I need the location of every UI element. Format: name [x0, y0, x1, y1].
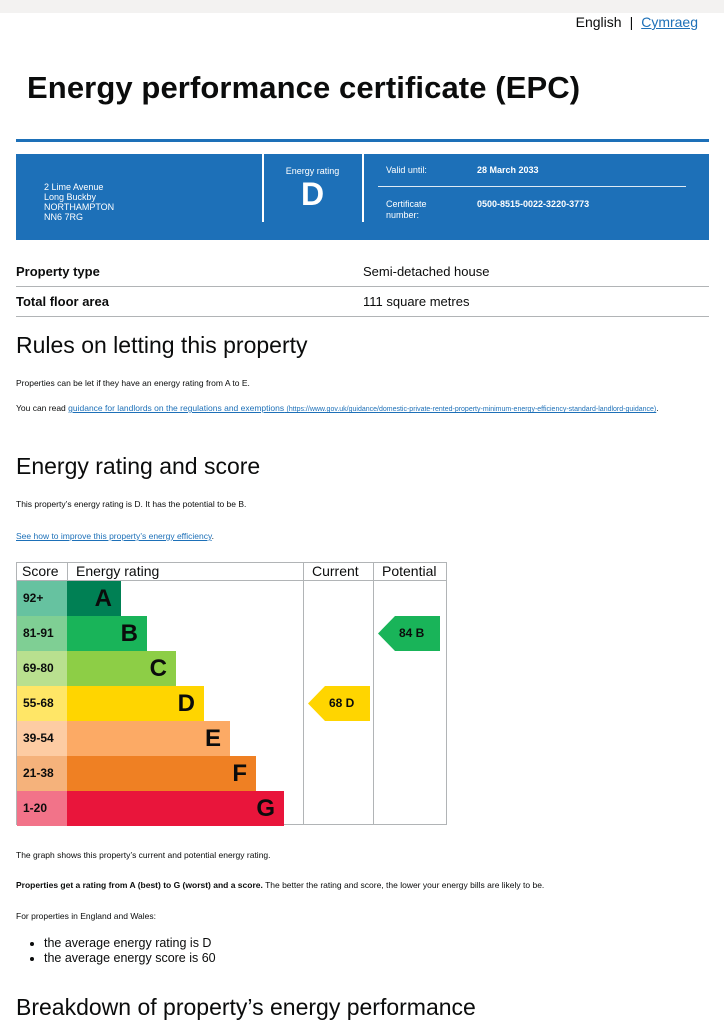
- band-score-e: 39-54: [17, 721, 67, 756]
- band-bar-e: [67, 721, 230, 756]
- language-switcher: [576, 14, 698, 30]
- lang-cymraeg-link[interactable]: Cymraeg: [641, 14, 698, 30]
- current-rating-arrow-label: 68 D: [329, 696, 355, 710]
- band-bar-b: [67, 616, 147, 651]
- potential-rating-arrow-label: 84 B: [399, 626, 425, 640]
- address: [44, 182, 114, 222]
- guidance-link[interactable]: [68, 403, 659, 413]
- lang-separator: |: [629, 14, 634, 30]
- property-type-label: Property type: [16, 264, 100, 279]
- guidance-link-text: guidance for landlords on the regulations and exemptions: [68, 403, 285, 413]
- guidance-suffix: .: [656, 403, 659, 413]
- current-rating-arrow: [308, 686, 370, 721]
- property-type-row: [16, 257, 709, 287]
- page-title: Energy performance certificate (EPC): [27, 70, 581, 105]
- col-divider: [67, 563, 68, 580]
- band-letter: E: [204, 725, 221, 752]
- list-item: • the average energy rating is D: [44, 936, 216, 951]
- letting-paragraph: Properties can be let if they have an energy rating from A to E.: [16, 378, 250, 388]
- floor-area-value: 111 square metres: [363, 294, 470, 309]
- improve-link[interactable]: See how to improve this property’s energy efficiency: [16, 531, 212, 541]
- guidance-link-url: (https://www.gov.uk/guidance/domestic-private-rented-property-minimum-energy-efficiency-standard-landlord-guidance): [286, 406, 657, 413]
- energy-rating-label: Energy rating: [285, 166, 340, 176]
- band-letter: D: [177, 690, 195, 717]
- energy-rating-letter: D: [300, 176, 325, 212]
- rating-explanation-rest: The better the rating and score, the lower your energy bills are likely to be.: [262, 880, 545, 890]
- band-score-c: 69-80: [17, 651, 67, 686]
- band-score-f: 21-38: [17, 756, 67, 791]
- epc-banner: [16, 154, 709, 240]
- floor-area-label: Total floor area: [16, 294, 109, 309]
- address-line: 2 Lime Avenue: [44, 182, 104, 192]
- graph-caption: The graph shows this property’s current and potential energy rating.: [16, 850, 271, 860]
- band-score-b: 81-91: [17, 616, 67, 651]
- band-score-g: 1-20: [17, 791, 67, 826]
- col-divider: [303, 563, 304, 824]
- rating-paragraph: This property’s energy rating is D. It has the potential to be B.: [16, 499, 247, 509]
- address-line: NN6 7RG: [44, 212, 84, 222]
- title-rule: [16, 139, 709, 142]
- averages-list: [44, 936, 216, 966]
- band-letter: G: [256, 795, 275, 822]
- band-bar-c: [67, 651, 176, 686]
- certificate-number-value: 0500-8515-0022-3220-3773: [477, 199, 590, 209]
- band-letter: A: [94, 585, 112, 612]
- header-score: Score: [22, 563, 59, 579]
- floor-area-row: [16, 287, 709, 317]
- band-bar-g: [67, 791, 284, 826]
- lang-english: English: [575, 14, 622, 30]
- band-letter: F: [232, 760, 247, 787]
- guidance-prefix: You can read: [16, 403, 69, 413]
- banner-divider: [362, 154, 364, 222]
- band-bar-f: [67, 756, 256, 791]
- col-divider: [373, 563, 374, 824]
- address-line: Long Buckby: [44, 192, 97, 202]
- banner-row-divider: [378, 186, 686, 187]
- header-current: Current: [312, 563, 359, 579]
- epc-rating-chart: [16, 562, 447, 825]
- band-bar-d: [67, 686, 204, 721]
- list-item: • the average energy score is 60: [44, 951, 216, 966]
- address-line: NORTHAMPTON: [44, 202, 115, 212]
- band-letter: C: [149, 655, 167, 682]
- letting-guidance-paragraph: [16, 403, 708, 415]
- letting-heading: Rules on letting this property: [16, 332, 308, 358]
- improve-paragraph: [16, 531, 708, 541]
- band-score-a: 92+: [17, 581, 67, 616]
- band-score-d: 55-68: [17, 686, 67, 721]
- top-bar: [0, 0, 724, 13]
- valid-until-value: 28 March 2033: [477, 165, 539, 175]
- header-potential: Potential: [382, 563, 437, 579]
- breakdown-heading: Breakdown of property’s energy performance: [16, 994, 476, 1020]
- header-energy-rating: Energy rating: [76, 563, 160, 579]
- rating-explanation: [16, 880, 708, 890]
- rating-heading: Energy rating and score: [16, 453, 261, 479]
- valid-until-label: Valid until:: [386, 165, 427, 175]
- potential-rating-arrow: [378, 616, 440, 651]
- band-bar-a: [67, 581, 121, 616]
- band-letter: B: [120, 620, 138, 647]
- england-wales-label: For properties in England and Wales:: [16, 911, 157, 921]
- certificate-number-label: Certificate number:: [386, 199, 427, 220]
- property-type-value: Semi-detached house: [363, 264, 490, 279]
- improve-suffix: .: [211, 531, 214, 541]
- rating-explanation-bold: Properties get a rating from A (best) to G (worst) and a score.: [16, 880, 263, 890]
